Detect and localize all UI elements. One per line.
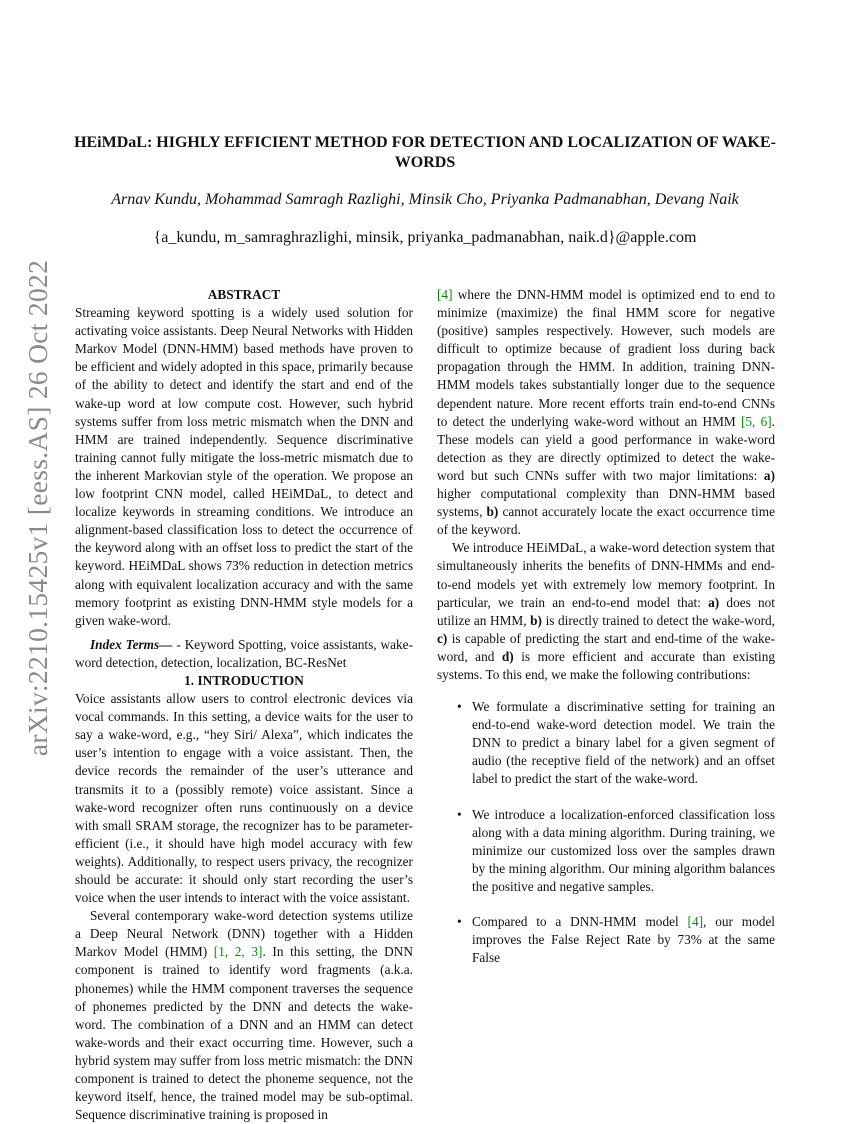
bullet-icon: • <box>457 914 462 929</box>
abstract-heading: ABSTRACT <box>207 287 281 302</box>
paper-title: HEiMDaL: HIGHLY EFFICIENT METHOD FOR DETECTION AND LOCALIZATION OF WAKE-WORDS <box>74 134 776 171</box>
list-item: • Compared to a DNN-HMM model [4], our model improves the False Reject Rate by 73% at the same False <box>457 914 775 966</box>
bullet-icon: • <box>457 806 462 822</box>
list-item: • We formulate a discriminative setting for training an end-to-end wake-word detection model. We train the DNN to predict a binary label for a given segment of audio (the receptive field of the network) and an offset label to predict the start of the wake-word. <box>457 699 775 787</box>
index-terms <box>75 636 413 672</box>
citation-link[interactable]: [1, 2, 3] <box>213 944 263 960</box>
intro-paragraph-1: Voice assistants allow users to control electronic devices via vocal commands. In this setting, a device waits for the user to say a wake-word, e.g., “hey Siri/ Alexa”, which indicates the user’s intention to engage with a voice assistant. Then, the device records the remainder of the user’s utterance and transmits it to a (possibly remote) voice assistant. Since a wake-word recognizer often runs continuously on a device with small SRAM storage, the recognizer has to be parameter-efficient (i.e., it should have high model accuracy with few weights). Additionally, to respect users privacy, the recognizer should be accurate: it should only start recording the user’s voice when the user intends to interact with the voice assistant. <box>75 691 413 906</box>
author-emails: {a_kundu, m_samraghrazlighi, minsik, priyanka_padmanabhan, naik.d}@apple.com <box>153 229 697 246</box>
intro-paragraph-2: Several contemporary wake-word detection systems utilize a Deep Neural Network (DNN) together with a Hidden Markov Model (HMM) [1, 2, 3]. In this setting, the DNN component is trained to identify word fragments (a.k.a. phonemes) while the HMM component traverses the sequence of phonemes predicted by the DNN and detects the wake-word. The combination of a DNN and an HMM can detect wake-words and their exact occurring time. However, such a hybrid system may suffer from loss metric mismatch: the DNN component is trained to detect the phoneme sequence, not the keyword itself, hence, the trained model may be sub-optimal. Sequence discriminative training is proposed in <box>75 908 413 1123</box>
citation-link[interactable]: [5, 6] <box>740 413 772 429</box>
abstract-text: Streaming keyword spotting is a widely used solution for activating voice assistants. Deep Neural Networks with Hidden Markov Model (DNN-HMM) based methods have proven to be efficient and widely adopted in this space, primarily because of the ability to detect and identify the start and end of the wake-up word at low compute cost. However, such hybrid systems suffer from loss metric mismatch when the DNN and HMM are trained independently. Sequence discriminative training cannot fully mitigate the loss-metric mismatch due to the inherent Markovian style of the operation. We propose an low footprint CNN model, called HEiMDaL, to detect and localize keywords in streaming conditions. We introduce an alignment-based classification loss to detect the occurrence of the keyword along with an offset loss to predict the start of the keyword. HEiMDaL shows 73% reduction in detection metrics along with equivalent localization accuracy and with the same memory footprint as existing DNN-HMM style models for a given wake-word. <box>75 305 413 628</box>
index-terms-text: - Keyword Spotting, voice assistants, wake-word detection, detection, localization, BC-ResNet <box>75 636 413 670</box>
author-list: Arnav Kundu, Mohammad Samragh Razlighi, Minsik Cho, Priyanka Padmanabhan, Devang Naik <box>111 191 739 208</box>
intro-paragraph-3: We introduce HEiMDaL, a wake-word detection system that simultaneously inherits the benefits of DNN-HMMs and end-to-end models yet with extremely low memory footprint. In particular, we train an end-to-end model that: a) does not utilize an HMM, b) is directly trained to detect the wake-word, c) is capable of predicting the start and end-time of the wake-word, and d) is more efficient and accurate than existing systems. To this end, we make the following contributions: <box>437 540 775 682</box>
arxiv-identifier-sidebar <box>18 259 58 757</box>
left-column <box>75 286 413 1124</box>
citation-link[interactable]: [4] <box>437 287 453 302</box>
index-terms-label: Index Terms— <box>90 636 173 652</box>
list-item: • We introduce a localization-enforced classification loss along with a data mining algorithm. During training, we minimize our customized loss over the samples drawn by the mining algorithm. Our mining algorithm balances the positive and negative samples. <box>457 806 775 894</box>
bullet-icon: • <box>457 699 462 715</box>
contributions-list <box>437 698 775 967</box>
citation-link[interactable]: [4] <box>687 914 704 929</box>
arxiv-identifier: arXiv:2210.15425v1 [eess.AS] 26 Oct 2022 <box>22 259 53 757</box>
introduction-heading: 1. INTRODUCTION <box>184 672 304 688</box>
right-column <box>437 286 775 984</box>
intro-paragraph-2-continued: [4] where the DNN-HMM model is optimized end to end to minimize (maximize) the final HMM score for negative (positive) samples respectively. However, such models are difficult to optimize because of gradient loss during back propagation through the HMM. In addition, training DNN-HMM models takes substantially longer due to the sequence dependent nature. More recent efforts train end-to-end CNNs to detect the underlying wake-word without an HMM [5, 6]. These models can yield a good performance in wake-word detection as they are directly optimized to detect the wake-word but such CNNs suffer with two major limitations: a) higher computational complexity than DNN-HMM based systems, b) cannot accurately locate the exact occurrence time of the keyword. <box>437 287 775 538</box>
